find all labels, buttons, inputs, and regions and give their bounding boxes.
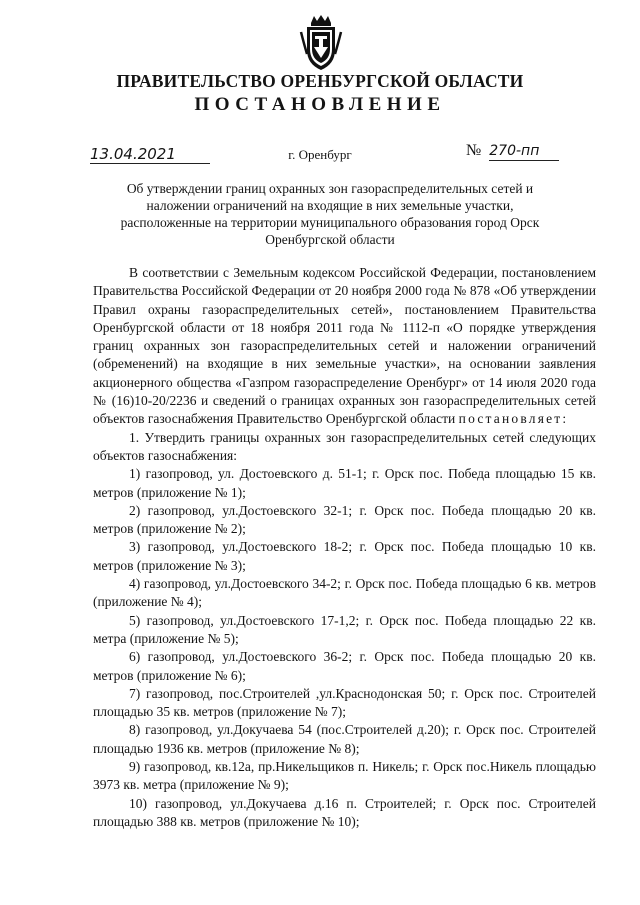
point-1: 1. Утвердить границы охранных зон газораспределительных сетей следующих объектов газоснабжения: (93, 429, 596, 463)
decree-word: постановляет: (458, 411, 569, 427)
document-subject: Об утверждении границ охранных зон газораспределительных сетей и наложении ограничений на входящие в них земельные участки, расположенные на территории муниципального образования город Орск Оренбургской области (120, 181, 540, 247)
list-item: 9) газопровод, кв.12а, пр.Никельщиков п. Никель; г. Орск пос.Никель площадью 3973 кв. метра (приложение № 9); (93, 759, 596, 793)
list-item: 4) газопровод, ул.Достоевского 34-2; г. Орск пос. Победа площадью 6 кв. метров (приложение № 4); (93, 576, 596, 610)
list-item: 3) газопровод, ул.Достоевского 18-2; г. Орск пос. Победа площадью 10 кв. метров (приложение № 3); (93, 539, 596, 573)
document-number: 270-пп (489, 143, 559, 161)
document-date: 13.04.2021 (90, 145, 210, 164)
document-number-block (466, 142, 576, 161)
government-title: ПРАВИТЕЛЬСТВО ОРЕНБУРГСКОЙ ОБЛАСТИ (116, 71, 524, 91)
list-item: 7) газопровод, пос.Строителей ,ул.Краснодонская 50; г. Орск пос. Строителей площадью 35 кв. метров (приложение № 7); (93, 685, 596, 720)
number-sign: № (466, 142, 482, 159)
document-body (93, 264, 596, 831)
list-item: 6) газопровод, ул.Достоевского 36-2; г. Орск пос. Победа площадью 20 кв. метров (приложение № 6); (93, 649, 596, 683)
document-type: ПОСТАНОВЛЕНИЕ (194, 94, 446, 115)
preamble-text: В соответствии с Земельным кодексом Российской Федерации, постановлением Правительства Российской Федерации от 20 ноября 2000 года № 878 «Об утверждении Правил охраны газораспределительных сетей», постановлением Правительства Оренбургской области от 18 ноября 2011 года № 1112-п «О порядке утверждения границ охранных зон газораспределительных сетей и наложении ограничений (обременений) на входящие в них земельные участки», на основании заявления акционерного общества «Газпром газораспределение Оренбург» от 14 июля 2020 года № (16)10-20/2236 и сведений о границах охранных зон газораспределительных сетей объектов газоснабжения Правительство Оренбургской области (93, 265, 596, 427)
document-city: г. Оренбург (288, 147, 352, 162)
coat-of-arms-icon (298, 14, 344, 72)
list-item: 5) газопровод, ул.Достоевского 17-1,2; г. Орск пос. Победа площадью 22 кв. метра (приложение № 5); (93, 612, 596, 646)
preamble-paragraph (93, 264, 596, 429)
list-item: 1) газопровод, ул. Достоевского д. 51-1; г. Орск пос. Победа площадью 15 кв. метров (приложение № 1); (93, 466, 596, 500)
list-item: 10) газопровод, ул.Докучаева д.16 п. Строителей; г. Орск пос. Строителей площадью 388 кв. метров (приложение № 10); (93, 795, 596, 829)
list-item: 2) газопровод, ул.Достоевского 32-1; г. Орск пос. Победа площадью 20 кв. метров (приложение № 2); (93, 502, 596, 537)
list-item: 8) газопровод, ул.Докучаева 54 (пос.Строителей д.20); г. Орск пос. Строителей площадью 1936 кв. метров (приложение № 8); (93, 722, 596, 756)
